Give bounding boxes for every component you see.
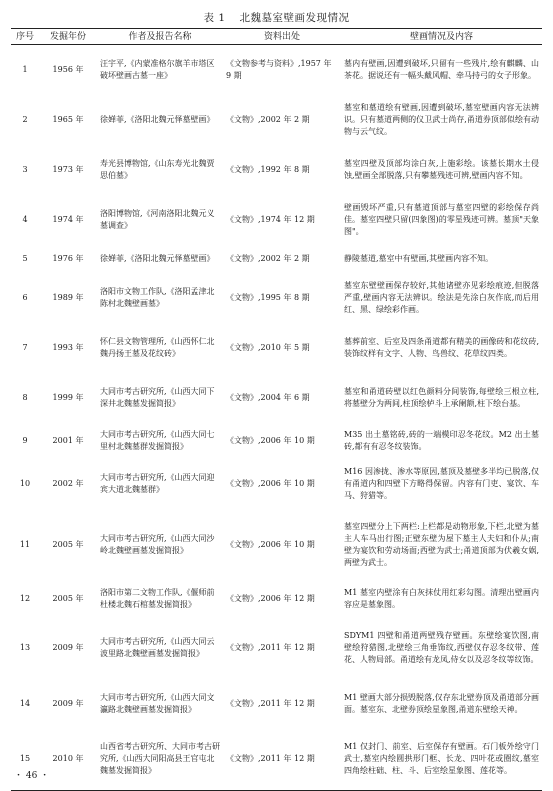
cell-author: 大同市考古研究所,《山西大同迎宾大道北魏墓群》 [100, 472, 215, 494]
table-row [11, 373, 542, 423]
table-row [11, 617, 542, 679]
cell-source: 《文物》,1995 年 8 期 [226, 292, 310, 302]
table-row [11, 45, 542, 95]
cell-year: 1989 年 [52, 292, 84, 302]
cell-year: 2009 年 [52, 698, 84, 708]
table-row [11, 459, 542, 509]
cell-year: 2005 年 [52, 539, 84, 549]
cell-author: 山西省考古研究所、大同市考古研究所,《山西大同阳高县王官屯北魏墓发掘简报》 [97, 729, 223, 791]
cell-content: M1 壁画大部分损毁脱落,仅存东北壁券顶及甬道部分画面。墓室东、北壁券顶绘星象图,甬道东壁绘天神。 [344, 692, 539, 714]
cell-year: 1999 年 [52, 392, 84, 402]
cell-source: 《文物》,2006 年 10 期 [226, 478, 315, 488]
cell-source: 《文物参考与资料》,1957 年 9 期 [226, 58, 332, 80]
cell-content: SDYM1 四壁和甬道两壁残存壁画。东壁绘宴饮图,南壁绘狩猎图,北壁绘三角垂饰纹,西壁仅存忍冬纹带、莲花、人物局部。甬道绘有龙凤,侍女以及忍冬纹等纹饰。 [344, 630, 539, 664]
cell-author: 大同市考古研究所,《山西大同七里村北魏墓群发掘简报》 [100, 429, 215, 451]
table-row [11, 245, 542, 273]
cell-year: 1993 年 [52, 342, 84, 352]
cell-content: M16 因渗拢、渗水等原因,墓顶及墓壁多半均已脱落,仅有甬道内和四壁下方略得保留。内容有门吏、宴饮、车马、狩猎等。 [344, 466, 539, 500]
cell-no: 8 [22, 392, 28, 402]
col-header-source: 资料出处 [223, 29, 341, 45]
cell-source: 《文物》,2011 年 12 期 [226, 642, 315, 652]
cell-author: 大同市考古研究所,《山西大同下深井北魏墓发掘简报》 [100, 386, 215, 408]
cell-no: 1 [22, 64, 28, 74]
cell-content: 墓葬前室、后室及四条甬道都有精美的画像砖和花纹砖,装饰纹样有文字、人物、鸟兽纹、花草纹四类。 [344, 336, 539, 358]
col-header-no: 序号 [11, 29, 39, 45]
table-row [11, 509, 542, 581]
table-header-row [11, 29, 542, 45]
cell-year: 1965 年 [52, 114, 84, 124]
cell-author: 大同市考古研究所,《山西大同云波里路北魏壁画墓发掘简报》 [100, 636, 215, 658]
cell-author: 寿光县博物馆,《山东寿光北魏贾思伯墓》 [100, 158, 215, 180]
cell-year: 2010 年 [39, 729, 97, 791]
cell-year: 2001 年 [52, 435, 84, 445]
murals-table [11, 28, 542, 791]
page-number: ・ 46 ・ [14, 771, 50, 781]
cell-year: 2005 年 [52, 593, 84, 603]
cell-no: 12 [19, 593, 31, 603]
cell-source: 《文物》,2002 年 2 期 [226, 253, 310, 263]
cell-no: 2 [22, 114, 28, 124]
col-header-year: 发掘年份 [39, 29, 97, 45]
cell-content: 墓室东壁壁画保存较好,其他诸壁亦见彩绘痕迹,但脱落严重,壁画内容无法辨识。绘法是先涂白灰作底,而后用红、黑、绿绘彩作画。 [344, 280, 539, 314]
cell-year: 1976 年 [52, 253, 84, 263]
cell-content: 墓室和甬道砖壁以红色颜料分间装饰,每壁绘三根立柱,将墓壁分为两间,柱顶绘栌斗上承阑额,柱下绘台基。 [344, 386, 539, 408]
cell-author: 汪宇平,《内蒙准格尔旗羊市塔区破坏壁画古墓一座》 [100, 58, 215, 80]
cell-author: 怀仁县文物管理所,《山西怀仁北魏丹扬王墓及花纹砖》 [100, 336, 215, 358]
cell-no: 11 [19, 539, 31, 549]
cell-content: M1 墓室内壁涂有白灰抹仗用红彩勾图。清理出壁画内容应是墓象图。 [344, 587, 539, 609]
table-caption: 北魏墓室壁画发现情况 [239, 12, 350, 24]
cell-no: 5 [22, 253, 28, 263]
cell-year: 2002 年 [52, 478, 84, 488]
table-row [11, 323, 542, 373]
cell-no: 13 [19, 642, 31, 652]
cell-year: 2009 年 [52, 642, 84, 652]
cell-author: 洛阳博物馆,《河南洛阳北魏元义墓调查》 [100, 208, 215, 230]
cell-author: 徐婵菲,《洛阳北魏元怿墓壁画》 [100, 114, 215, 124]
table-row [11, 195, 542, 245]
cell-source: 《文物》,2004 年 6 期 [226, 392, 310, 402]
cell-source: 《文物》,2011 年 12 期 [226, 698, 315, 708]
cell-source: 《文物》,1974 年 12 期 [226, 214, 315, 224]
cell-source: 《文物》,2010 年 5 期 [226, 342, 310, 352]
cell-no: 10 [19, 478, 31, 488]
cell-content: 墓室四壁分上下两栏:上栏都是动物形象,下栏,北壁为墓主人车马出行图;正壁东壁为屋下墓主人夫妇和仆从;南壁为宴饮和劳动场面;西壁为武士;甬道顶部为伏羲女娲,两壁为武士。 [344, 521, 539, 567]
cell-author: 大同市考古研究所,《山西大同沙岭北魏壁画墓发掘简报》 [100, 533, 215, 555]
cell-author: 大同市考古研究所,《山西大同文瀛路北魏壁画墓发掘简报》 [100, 692, 215, 714]
cell-content: 墓内有壁画,因遭到破坏,只留有一些残片,绘有麒麟、山茶花。据说还有一幅头戴风帽、牵马持弓的女子形象。 [344, 58, 539, 80]
table-row [11, 581, 542, 617]
table-row [11, 423, 542, 459]
cell-content: 静陵墓道,墓室中有壁画,其壁画内容不知。 [344, 253, 494, 263]
cell-content: M1 仅封门、前室、后室保存有壁画。石门板外绘守门武士,墓室内绘圆拱形门框、长龙、四叶花或圈纹,墓室四角绘柱础、柱、斗、后室绘星象图、莲花等。 [341, 729, 542, 791]
table-row [11, 679, 542, 729]
cell-year: 1956 年 [52, 64, 84, 74]
cell-author: 洛阳市第二文物工作队,《偃师前杜楼北魏石棺墓发掘简报》 [100, 587, 215, 609]
cell-source: 《文物》,2011 年 12 期 [223, 729, 341, 791]
cell-content: 墓室和墓道绘有壁画,因遭到破坏,墓室壁画内容无法辨识。只有墓道两侧的仪卫武士尚存,甬道券顶部似绘有动物与云气纹。 [344, 102, 539, 136]
cell-author: 徐婵菲,《洛阳北魏元怿墓壁画》 [100, 253, 215, 263]
cell-author: 洛阳市文物工作队,《洛阳孟津北陈村北魏壁画墓》 [100, 286, 215, 308]
cell-source: 《文物》,2002 年 2 期 [226, 114, 310, 124]
cell-source: 《文物》,2006 年 10 期 [226, 539, 315, 549]
cell-content: 壁画毁坏严重,只有墓道顶部与墓室四壁的彩绘保存尚佳。墓室四壁只留(四象图)的零星残迹可辨。墓顶"天象图"。 [344, 202, 539, 236]
cell-no: 9 [22, 435, 28, 445]
cell-year: 1973 年 [52, 164, 84, 174]
col-header-content: 壁画情况及内容 [341, 29, 542, 45]
cell-no: 4 [22, 214, 28, 224]
cell-no: 3 [22, 164, 28, 174]
cell-year: 1974 年 [52, 214, 84, 224]
table-number: 表 1 [203, 12, 226, 24]
table-row [11, 95, 542, 145]
table-row [11, 273, 542, 323]
cell-source: 《文物》,2006 年 10 期 [226, 435, 315, 445]
table-row [11, 145, 542, 195]
cell-no: 7 [22, 342, 28, 352]
cell-content: 墓室四壁及顶部均涂白灰,上施彩绘。该墓长期水土侵蚀,壁画全部脱落,只有攀墓残迹可辨,壁画内容不知。 [344, 158, 539, 180]
col-header-author: 作者及报告名称 [97, 29, 223, 45]
cell-source: 《文物》,2006 年 12 期 [226, 593, 315, 603]
cell-no: 6 [22, 292, 28, 302]
cell-content: M35 出土墓铭砖,砖的一端模印忍冬花纹。M2 出土墓砖,都有有忍冬纹装饰。 [344, 429, 539, 451]
cell-no: 15 [11, 729, 39, 791]
cell-source: 《文物》,1992 年 8 期 [226, 164, 310, 174]
table-row [11, 729, 542, 791]
table-title [0, 10, 553, 25]
cell-no: 14 [19, 698, 31, 708]
